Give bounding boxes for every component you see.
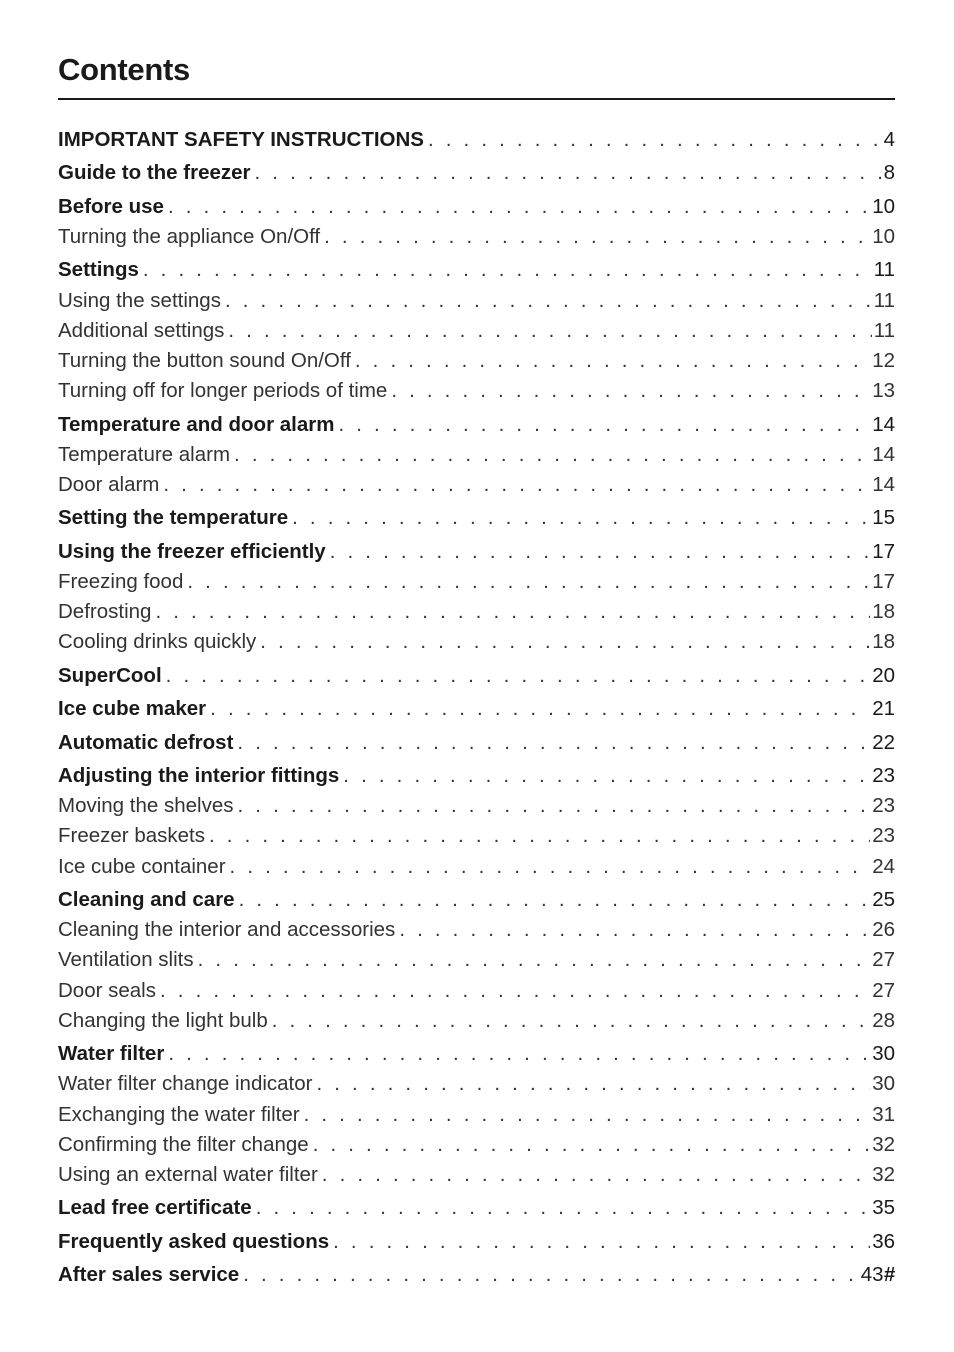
toc-subentry[interactable]: [58, 791, 895, 821]
toc-dot-leader: [160, 976, 870, 1006]
page-title: Contents: [58, 52, 190, 87]
toc-entry-label: Ventilation slits: [58, 948, 194, 972]
toc-entry-label: Frequently asked questions: [58, 1229, 330, 1253]
toc-entry-label: After sales service: [58, 1263, 240, 1287]
toc-subentry[interactable]: [58, 567, 895, 597]
toc-page-number: 10: [872, 224, 895, 248]
table-of-contents: [58, 125, 895, 1290]
toc-dot-leader: [163, 470, 870, 500]
toc-entry-label: Setting the temperature: [58, 506, 289, 530]
toc-page-suffix: #: [883, 1263, 895, 1287]
toc-subentry[interactable]: [58, 346, 895, 376]
toc-entry[interactable]: [58, 661, 895, 691]
toc-dot-leader: [237, 791, 870, 821]
toc-entry[interactable]: [58, 1193, 895, 1223]
toc-page-number: 20: [872, 663, 895, 687]
toc-entry[interactable]: [58, 410, 895, 440]
toc-entry-label: Ice cube maker: [58, 697, 207, 721]
toc-dot-leader: [256, 1193, 870, 1223]
toc-entry-label: Lead free certificate: [58, 1196, 252, 1220]
toc-dot-leader: [237, 728, 870, 758]
toc-page-number: 22: [872, 730, 895, 754]
toc-dot-leader: [324, 222, 870, 252]
toc-subentry[interactable]: [58, 976, 895, 1006]
toc-page-number: 11: [873, 318, 895, 342]
toc-entry-label: Cooling drinks quickly: [58, 630, 257, 654]
toc-page-number: 21: [872, 697, 895, 721]
toc-subentry[interactable]: [58, 1130, 895, 1160]
toc-dot-leader: [322, 1160, 870, 1190]
toc-entry-label: Water filter change indicator: [58, 1072, 313, 1096]
toc-dot-leader: [313, 1130, 871, 1160]
toc-dot-leader: [292, 503, 870, 533]
toc-subentry[interactable]: [58, 316, 895, 346]
toc-dot-leader: [168, 192, 870, 222]
toc-page-number: 11: [873, 258, 895, 282]
toc-page-number: 23: [872, 824, 895, 848]
toc-entry-label: Automatic defrost: [58, 730, 234, 754]
toc-dot-leader: [209, 821, 870, 851]
toc-page-number: 23: [872, 794, 895, 818]
toc-entry[interactable]: [58, 694, 895, 724]
toc-entry-label: Temperature and door alarm: [58, 412, 335, 436]
toc-page-number: 35: [872, 1196, 895, 1220]
toc-entry-label: Exchanging the water filter: [58, 1102, 300, 1126]
toc-page-number: 13: [872, 379, 895, 403]
toc-entry[interactable]: [58, 728, 895, 758]
toc-dot-leader: [330, 537, 870, 567]
toc-page-number: 27: [872, 978, 895, 1002]
toc-page-number: 36: [872, 1229, 895, 1253]
toc-dot-leader: [333, 1227, 870, 1257]
toc-dot-leader: [255, 158, 882, 188]
toc-subentry[interactable]: [58, 286, 895, 316]
toc-entry[interactable]: [58, 1227, 895, 1257]
toc-dot-leader: [316, 1069, 870, 1099]
toc-page-number: 17: [872, 569, 895, 593]
toc-page-number: 26: [872, 918, 895, 942]
toc-entry-label: Ice cube container: [58, 854, 226, 878]
toc-entry[interactable]: [58, 885, 895, 915]
toc-page-number: 18: [872, 600, 895, 624]
toc-entry-label: Turning off for longer periods of time: [58, 379, 388, 403]
toc-entry[interactable]: [58, 503, 895, 533]
title-divider: [58, 98, 895, 100]
toc-dot-leader: [272, 1006, 870, 1036]
toc-page-number: 28: [872, 1008, 895, 1032]
toc-entry-label: Temperature alarm: [58, 442, 231, 466]
toc-entry-label: Moving the shelves: [58, 794, 234, 818]
toc-page-number: 30: [872, 1072, 895, 1096]
toc-page-number: 31: [872, 1102, 895, 1126]
toc-dot-leader: [166, 661, 871, 691]
toc-dot-leader: [187, 567, 870, 597]
toc-entry-label: SuperCool: [58, 663, 162, 687]
toc-subentry[interactable]: [58, 945, 895, 975]
toc-page-number: 32: [872, 1132, 895, 1156]
toc-dot-leader: [260, 627, 870, 657]
toc-entry-label: Settings: [58, 258, 139, 282]
toc-subentry[interactable]: [58, 597, 895, 627]
toc-entry[interactable]: [58, 125, 895, 155]
toc-page-number: 17: [872, 539, 895, 563]
toc-page-number: 24: [872, 854, 895, 878]
toc-entry-label: Door seals: [58, 978, 156, 1002]
toc-subentry[interactable]: [58, 376, 895, 406]
toc-subentry[interactable]: [58, 1006, 895, 1036]
toc-entry-label: Additional settings: [58, 318, 225, 342]
toc-dot-leader: [239, 885, 871, 915]
toc-entry-label: Using an external water filter: [58, 1162, 318, 1186]
toc-page-number: 32: [872, 1162, 895, 1186]
toc-entry[interactable]: [58, 1039, 895, 1069]
toc-entry[interactable]: [58, 761, 895, 791]
toc-page-number: 15: [872, 506, 895, 530]
toc-subentry[interactable]: [58, 1069, 895, 1099]
toc-dot-leader: [228, 316, 871, 346]
toc-dot-leader: [143, 255, 872, 285]
toc-page-number: 10: [872, 194, 895, 218]
toc-entry-label: IMPORTANT SAFETY INSTRUCTIONS: [58, 128, 424, 151]
toc-dot-leader: [198, 945, 871, 975]
toc-dot-leader: [338, 410, 870, 440]
toc-entry-label: Defrosting: [58, 600, 152, 624]
toc-entry-label: Confirming the filter change: [58, 1132, 309, 1156]
toc-entry-label: Turning the appliance On/Off: [58, 224, 321, 248]
toc-subentry[interactable]: [58, 821, 895, 851]
toc-subentry[interactable]: [58, 852, 895, 882]
toc-page-number: 25: [872, 887, 895, 911]
toc-entry[interactable]: [58, 255, 895, 285]
toc-subentry[interactable]: [58, 1160, 895, 1190]
toc-subentry[interactable]: [58, 470, 895, 500]
toc-page-number: 12: [872, 348, 895, 372]
toc-entry[interactable]: [58, 537, 895, 567]
toc-page-number: 30: [872, 1042, 895, 1066]
toc-entry-label: Changing the light bulb: [58, 1008, 268, 1032]
toc-entry-label: Cleaning and care: [58, 887, 235, 911]
toc-entry-label: Cleaning the interior and accessories: [58, 918, 396, 942]
toc-dot-leader: [428, 125, 882, 155]
toc-dot-leader: [155, 597, 870, 627]
toc-entry-label: Turning the button sound On/Off: [58, 348, 351, 372]
toc-dot-leader: [304, 1100, 871, 1130]
toc-page-number: 23: [872, 763, 895, 787]
toc-dot-leader: [225, 286, 872, 316]
toc-dot-leader: [168, 1039, 870, 1069]
toc-entry-label: Freezing food: [58, 569, 184, 593]
toc-entry-label: Using the freezer efficiently: [58, 539, 326, 563]
toc-subentry[interactable]: [58, 1100, 895, 1130]
toc-page-value: 43: [860, 1263, 884, 1287]
toc-page-number: 18: [872, 630, 895, 654]
toc-entry[interactable]: [58, 192, 895, 222]
toc-page-number: 11: [873, 288, 895, 312]
toc-page-number: 14: [872, 412, 895, 436]
toc-dot-leader: [234, 440, 870, 470]
toc-page-number: 14: [872, 442, 895, 466]
toc-subentry[interactable]: [58, 627, 895, 657]
toc-entry-label: Before use: [58, 194, 164, 218]
toc-subentry[interactable]: [58, 440, 895, 470]
toc-page-number: 14: [872, 472, 895, 496]
toc-entry[interactable]: [58, 158, 895, 188]
toc-dot-leader: [343, 761, 870, 791]
toc-page-number: 27: [872, 948, 895, 972]
toc-dot-leader: [355, 346, 870, 376]
toc-entry-label: Freezer baskets: [58, 824, 205, 848]
toc-entry-label: Using the settings: [58, 288, 221, 312]
toc-entry-label: Adjusting the interior fittings: [58, 763, 340, 787]
toc-entry-label: Water filter: [58, 1042, 165, 1066]
toc-dot-leader: [210, 694, 870, 724]
toc-entry[interactable]: [58, 1260, 895, 1290]
toc-subentry[interactable]: [58, 222, 895, 252]
toc-page-number: 8: [883, 161, 895, 185]
toc-dot-leader: [243, 1260, 859, 1290]
toc-page-number: [859, 1260, 895, 1290]
toc-entry-label: Door alarm: [58, 472, 160, 496]
toc-dot-leader: [391, 376, 870, 406]
toc-dot-leader: [230, 852, 871, 882]
toc-dot-leader: [399, 915, 870, 945]
toc-subentry[interactable]: [58, 915, 895, 945]
toc-page-number: 4: [883, 128, 895, 151]
toc-entry-label: Guide to the freezer: [58, 161, 251, 185]
